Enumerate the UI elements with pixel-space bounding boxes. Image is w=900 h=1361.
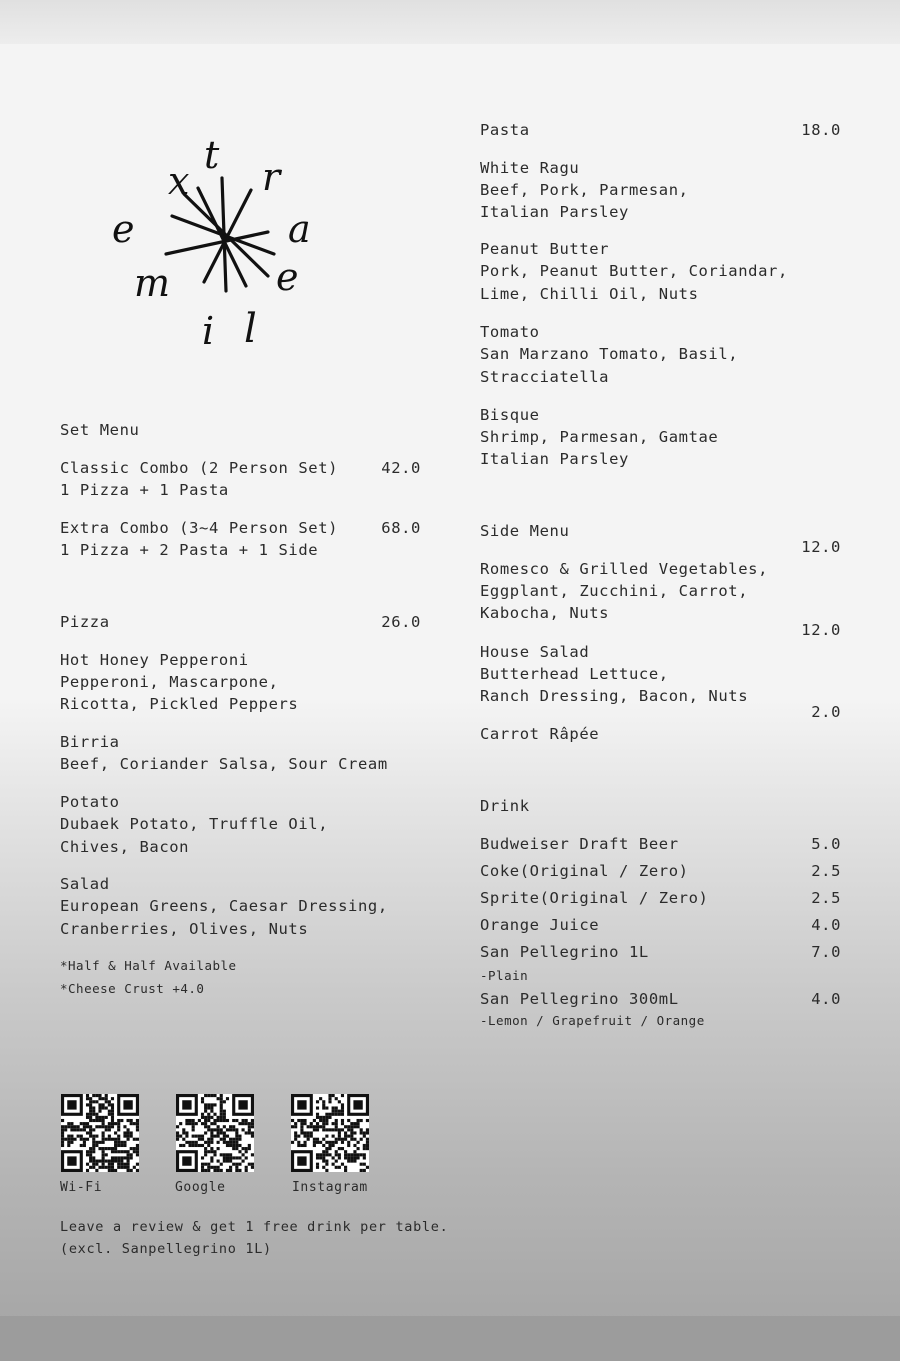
- top-band: [0, 0, 900, 44]
- pizza-note: *Half & Half Available: [60, 958, 237, 973]
- drink-item-name: Coke(Original / Zero): [480, 862, 689, 880]
- set-item-name: Extra Combo (3~4 Person Set): [60, 519, 339, 537]
- set-item-name: Classic Combo (2 Person Set): [60, 459, 339, 477]
- set-item-desc: 1 Pizza + 2 Pasta + 1 Side: [60, 541, 319, 559]
- pasta-item-desc: Beef, Pork, Parmesan,: [480, 181, 689, 199]
- pizza-item-name: Salad: [60, 875, 110, 893]
- logo-letter-i: i: [202, 309, 215, 353]
- drink-item-sub: -Plain: [480, 968, 529, 983]
- drink-item-price: 7.0: [811, 943, 841, 961]
- drink-item-price: 2.5: [811, 862, 841, 880]
- drink-item-name: Orange Juice: [480, 916, 600, 934]
- logo-letter-e-left: e: [112, 207, 135, 251]
- pasta-item-desc: Italian Parsley: [480, 203, 629, 221]
- set-item-price: 42.0: [381, 459, 421, 477]
- side-item-line: Ranch Dressing, Bacon, Nuts: [480, 687, 749, 705]
- pizza-note: *Cheese Crust +4.0: [60, 981, 205, 996]
- side-item-price: 12.0: [801, 538, 841, 556]
- side-item-line: Romesco & Grilled Vegetables,: [480, 560, 769, 578]
- pizza-item-desc: Chives, Bacon: [60, 838, 190, 856]
- pizza-item-desc: Ricotta, Pickled Peppers: [60, 695, 299, 713]
- footer-exclusion-note: (excl. Sanpellegrino 1L): [60, 1241, 272, 1257]
- pizza-item-desc: Pepperoni, Mascarpone,: [60, 673, 279, 691]
- logo-letter-x: x: [168, 159, 190, 203]
- pizza-heading: Pizza: [60, 613, 110, 631]
- pasta-item-name: White Ragu: [480, 159, 580, 177]
- footer-review-note: Leave a review & get 1 free drink per table.: [60, 1219, 449, 1235]
- side-item-price: 2.0: [811, 703, 841, 721]
- pasta-item-desc: San Marzano Tomato, Basil,: [480, 345, 739, 363]
- pasta-item-desc: Shrimp, Parmesan, Gamtae: [480, 428, 719, 446]
- pasta-price: 18.0: [801, 121, 841, 139]
- google-qr-label: Google: [175, 1180, 226, 1195]
- google-qr-code[interactable]: [176, 1094, 254, 1172]
- pizza-item-desc: European Greens, Caesar Dressing,: [60, 897, 388, 915]
- drink-item-name: San Pellegrino 1L: [480, 943, 649, 961]
- instagram-qr-label: Instagram: [292, 1180, 368, 1195]
- pizza-item-name: Hot Honey Pepperoni: [60, 651, 249, 669]
- pasta-item-desc: Italian Parsley: [480, 450, 629, 468]
- pizza-item-desc: Dubaek Potato, Truffle Oil,: [60, 815, 329, 833]
- drink-item-price: 5.0: [811, 835, 841, 853]
- instagram-qr-code[interactable]: [291, 1094, 369, 1172]
- pasta-item-name: Peanut Butter: [480, 240, 610, 258]
- pasta-item-desc: Stracciatella: [480, 368, 610, 386]
- logo-letter-t: t: [204, 136, 220, 177]
- side-item-line: Eggplant, Zucchini, Carrot,: [480, 582, 749, 600]
- wifi-qr-label: Wi-Fi: [60, 1180, 103, 1195]
- pasta-item-name: Bisque: [480, 406, 540, 424]
- side-item-price: 12.0: [801, 621, 841, 639]
- restaurant-logo: [106, 136, 338, 356]
- drink-item-sub: -Lemon / Grapefruit / Orange: [480, 1013, 705, 1028]
- side-item-line: House Salad: [480, 643, 590, 661]
- pizza-price: 26.0: [381, 613, 421, 631]
- side-item-line: Kabocha, Nuts: [480, 604, 610, 622]
- side-menu-heading: Side Menu: [480, 522, 570, 540]
- pizza-item-desc: Beef, Coriander Salsa, Sour Cream: [60, 755, 388, 773]
- pizza-item-name: Potato: [60, 793, 120, 811]
- set-item-price: 68.0: [381, 519, 421, 537]
- logo-letter-r: r: [262, 155, 281, 199]
- pizza-item-name: Birria: [60, 733, 120, 751]
- logo-letter-a: a: [288, 207, 311, 251]
- drink-heading: Drink: [480, 797, 530, 815]
- drink-item-price: 4.0: [811, 990, 841, 1008]
- pizza-item-desc: Cranberries, Olives, Nuts: [60, 920, 309, 938]
- bottom-band: [0, 1316, 900, 1361]
- drink-item-price: 2.5: [811, 889, 841, 907]
- set-menu-heading: Set Menu: [60, 421, 140, 439]
- wifi-qr-code[interactable]: [61, 1094, 139, 1172]
- drink-item-name: Sprite(Original / Zero): [480, 889, 709, 907]
- pasta-item-name: Tomato: [480, 323, 540, 341]
- drink-item-name: Budweiser Draft Beer: [480, 835, 679, 853]
- drink-item-price: 4.0: [811, 916, 841, 934]
- logo-letter-e-right: e: [276, 255, 299, 299]
- logo-letter-m: m: [134, 261, 171, 305]
- set-item-desc: 1 Pizza + 1 Pasta: [60, 481, 229, 499]
- pasta-heading: Pasta: [480, 121, 530, 139]
- drink-item-name: San Pellegrino 300mL: [480, 990, 679, 1008]
- side-item-line: Carrot Râpée: [480, 725, 600, 743]
- side-item-line: Butterhead Lettuce,: [480, 665, 669, 683]
- pasta-item-desc: Pork, Peanut Butter, Coriandar,: [480, 262, 788, 280]
- logo-letter-l: l: [244, 306, 257, 352]
- pasta-item-desc: Lime, Chilli Oil, Nuts: [480, 285, 699, 303]
